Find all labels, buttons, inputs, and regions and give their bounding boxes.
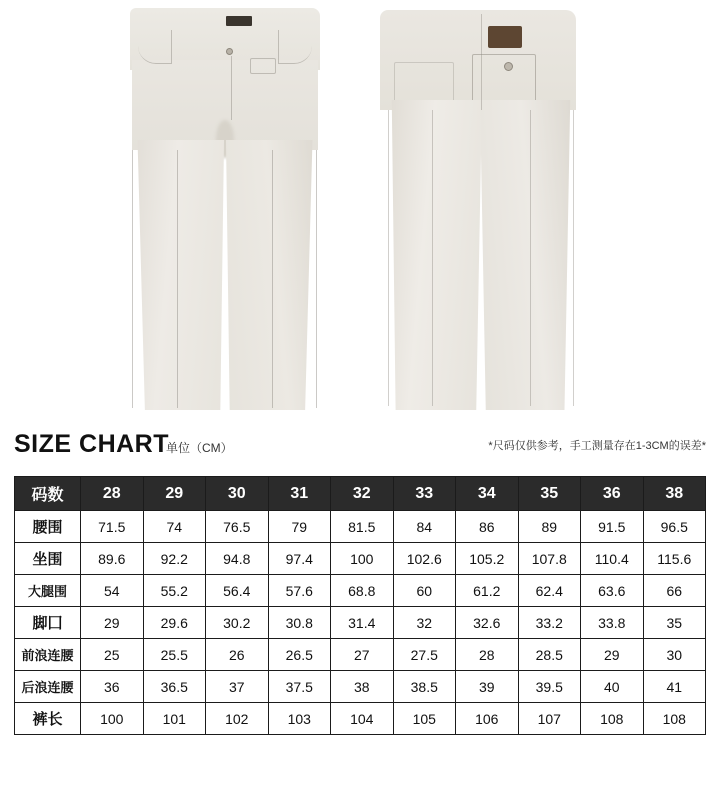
leather-patch-icon — [488, 26, 522, 48]
fly-seam — [231, 56, 232, 120]
waist-button-icon — [226, 48, 233, 55]
front-left-pocket — [138, 30, 172, 64]
front-left-leg — [132, 140, 224, 410]
cell-2-4: 68.8 — [331, 575, 394, 607]
cell-6-0: 100 — [81, 703, 144, 735]
cell-4-1: 25.5 — [143, 639, 206, 671]
cell-2-9: 66 — [643, 575, 706, 607]
cell-5-5: 38.5 — [393, 671, 456, 703]
back-view-pants — [380, 0, 590, 418]
right-outer-seam — [316, 150, 317, 408]
cell-3-9: 35 — [643, 607, 706, 639]
cell-0-9: 96.5 — [643, 511, 706, 543]
brand-tag-icon — [226, 16, 252, 26]
cell-6-6: 106 — [456, 703, 519, 735]
cell-0-8: 91.5 — [581, 511, 644, 543]
cell-3-8: 33.8 — [581, 607, 644, 639]
header-size-6: 34 — [456, 477, 519, 511]
chart-unit-label: 单位（CM） — [166, 441, 233, 455]
row-label-leg-opening: 脚囗 — [15, 607, 81, 639]
left-outer-seam — [132, 150, 133, 408]
cell-3-3: 30.8 — [268, 607, 331, 639]
cell-2-1: 55.2 — [143, 575, 206, 607]
header-size-9: 38 — [643, 477, 706, 511]
cell-5-1: 36.5 — [143, 671, 206, 703]
header-size-1: 29 — [143, 477, 206, 511]
cell-0-2: 76.5 — [206, 511, 269, 543]
table-row — [15, 671, 706, 703]
cell-2-8: 63.6 — [581, 575, 644, 607]
cell-6-7: 107 — [518, 703, 581, 735]
cell-0-7: 89 — [518, 511, 581, 543]
header-size-8: 36 — [581, 477, 644, 511]
header-size-0: 28 — [81, 477, 144, 511]
cell-1-5: 102.6 — [393, 543, 456, 575]
cell-1-6: 105.2 — [456, 543, 519, 575]
cell-4-0: 25 — [81, 639, 144, 671]
cell-3-6: 32.6 — [456, 607, 519, 639]
size-chart-table — [14, 476, 706, 735]
header-size-label: 码数 — [15, 477, 81, 511]
back-left-leg-seam — [432, 110, 433, 406]
front-view-pants — [130, 0, 330, 418]
back-left-leg — [386, 100, 482, 410]
cell-0-1: 74 — [143, 511, 206, 543]
cell-5-9: 41 — [643, 671, 706, 703]
cell-4-2: 26 — [206, 639, 269, 671]
cell-4-9: 30 — [643, 639, 706, 671]
table-body — [15, 511, 706, 735]
row-label-length: 裤长 — [15, 703, 81, 735]
back-left-outer-seam — [388, 110, 389, 406]
cell-1-0: 89.6 — [81, 543, 144, 575]
row-label-hip: 坐围 — [15, 543, 81, 575]
cell-0-5: 84 — [393, 511, 456, 543]
cell-1-7: 107.8 — [518, 543, 581, 575]
header-size-2: 30 — [206, 477, 269, 511]
header-size-3: 31 — [268, 477, 331, 511]
cell-5-4: 38 — [331, 671, 394, 703]
back-pocket-button-icon — [504, 62, 513, 71]
cell-5-7: 39.5 — [518, 671, 581, 703]
cell-4-3: 26.5 — [268, 639, 331, 671]
cell-2-7: 62.4 — [518, 575, 581, 607]
back-right-leg-seam — [530, 110, 531, 406]
cell-2-5: 60 — [393, 575, 456, 607]
cell-3-0: 29 — [81, 607, 144, 639]
table-row — [15, 639, 706, 671]
cell-1-2: 94.8 — [206, 543, 269, 575]
cell-6-1: 101 — [143, 703, 206, 735]
table-row — [15, 543, 706, 575]
cell-3-7: 33.2 — [518, 607, 581, 639]
row-label-front-rise: 前浪连腰 — [15, 639, 81, 671]
row-label-back-rise: 后浪连腰 — [15, 671, 81, 703]
back-rise-seam — [481, 14, 482, 110]
cell-2-3: 57.6 — [268, 575, 331, 607]
cell-4-4: 27 — [331, 639, 394, 671]
header-size-5: 33 — [393, 477, 456, 511]
cell-0-4: 81.5 — [331, 511, 394, 543]
table-row — [15, 575, 706, 607]
cell-4-6: 28 — [456, 639, 519, 671]
cell-5-3: 37.5 — [268, 671, 331, 703]
cell-5-2: 37 — [206, 671, 269, 703]
cell-5-6: 39 — [456, 671, 519, 703]
table-header-row — [15, 477, 706, 511]
row-label-waist: 腰围 — [15, 511, 81, 543]
cell-2-2: 56.4 — [206, 575, 269, 607]
cell-4-5: 27.5 — [393, 639, 456, 671]
cell-2-0: 54 — [81, 575, 144, 607]
table-row — [15, 703, 706, 735]
cell-1-1: 92.2 — [143, 543, 206, 575]
measurement-disclaimer: *尺码仅供参考，手工测量存在1-3CM的误差* — [488, 440, 706, 452]
cell-6-2: 102 — [206, 703, 269, 735]
cell-4-7: 28.5 — [518, 639, 581, 671]
cell-3-2: 30.2 — [206, 607, 269, 639]
cell-5-0: 36 — [81, 671, 144, 703]
cell-6-8: 108 — [581, 703, 644, 735]
cell-1-3: 97.4 — [268, 543, 331, 575]
table-header — [15, 477, 706, 511]
right-leg-seam — [272, 150, 273, 408]
page-title: SIZE CHART — [14, 430, 169, 458]
cell-6-4: 104 — [331, 703, 394, 735]
cell-4-8: 29 — [581, 639, 644, 671]
cell-3-4: 31.4 — [331, 607, 394, 639]
back-right-outer-seam — [573, 110, 574, 406]
cell-6-3: 103 — [268, 703, 331, 735]
cell-2-6: 61.2 — [456, 575, 519, 607]
cell-5-8: 40 — [581, 671, 644, 703]
row-label-thigh: 大腿围 — [15, 575, 81, 607]
table-row — [15, 607, 706, 639]
coin-pocket — [250, 58, 276, 74]
table-row — [15, 511, 706, 543]
cell-1-4: 100 — [331, 543, 394, 575]
back-right-leg — [480, 100, 576, 410]
cell-3-5: 32 — [393, 607, 456, 639]
cell-0-0: 71.5 — [81, 511, 144, 543]
left-leg-seam — [177, 150, 178, 408]
cell-1-8: 110.4 — [581, 543, 644, 575]
cell-3-1: 29.6 — [143, 607, 206, 639]
cell-0-3: 79 — [268, 511, 331, 543]
cell-6-5: 105 — [393, 703, 456, 735]
cell-6-9: 108 — [643, 703, 706, 735]
cell-0-6: 86 — [456, 511, 519, 543]
header-size-4: 32 — [331, 477, 394, 511]
cell-1-9: 115.6 — [643, 543, 706, 575]
chart-header — [0, 428, 720, 470]
header-size-7: 35 — [518, 477, 581, 511]
